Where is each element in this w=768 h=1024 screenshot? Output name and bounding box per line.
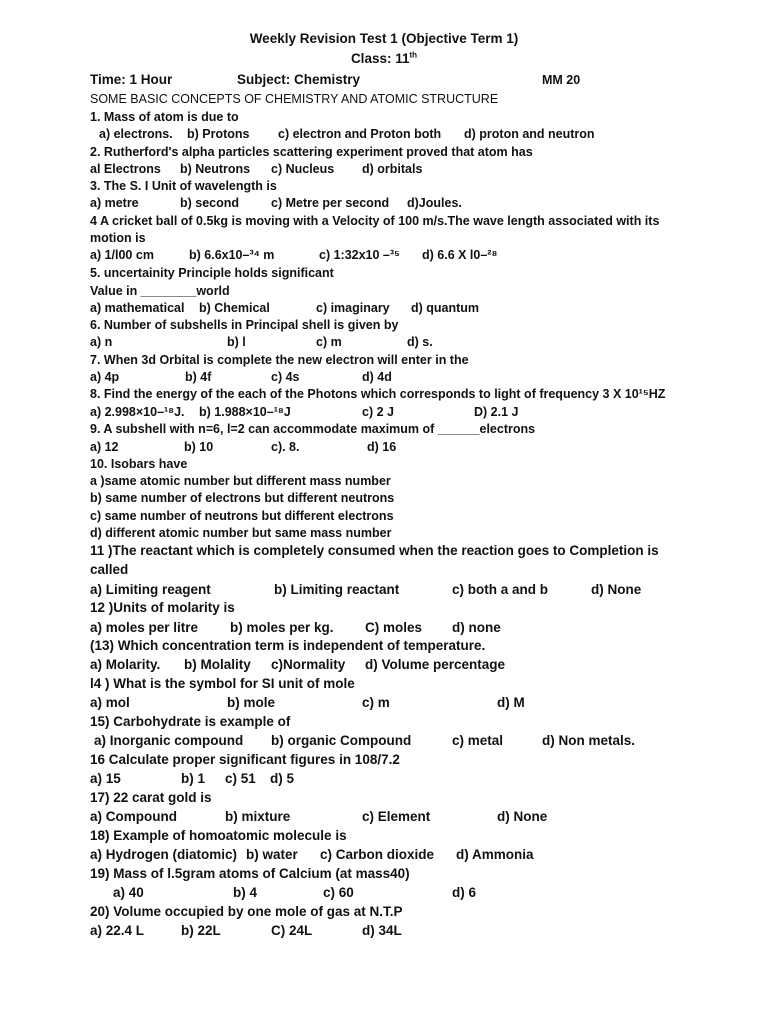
option: d) proton and neutron — [464, 127, 595, 141]
question-3: 3. The S. I Unit of wavelength is — [90, 179, 277, 193]
question-6: 6. Number of subshells in Principal shell is given by — [90, 318, 399, 332]
option: c) m — [362, 695, 390, 710]
option: d) none — [452, 620, 501, 635]
option: b) Limiting reactant — [274, 582, 400, 597]
option: b) l — [227, 335, 246, 349]
option: d) 34L — [362, 923, 402, 938]
question-4: 4 A cricket ball of 0.5kg is moving with a Velocity of 100 m/s.The wave length associated with its — [90, 214, 660, 228]
option: c) 1:32x10 –³⁵ — [319, 248, 400, 262]
question-13: (13) Which concentration term is independent of temperature. — [90, 638, 486, 653]
option: a) Limiting reagent — [90, 582, 211, 597]
option: a) Compound — [90, 809, 177, 824]
option: a) 15 — [90, 771, 121, 786]
option: a) 2.998×10–¹⁸J. — [90, 405, 185, 419]
option: a) 40 — [113, 885, 144, 900]
option: c) 4s — [271, 370, 300, 384]
option: c) both a and b — [452, 582, 548, 597]
time-label: Time: 1 Hour — [90, 72, 173, 87]
subject-label: Subject: Chemistry — [237, 72, 361, 87]
question-1: 1. Mass of atom is due to — [90, 110, 239, 124]
option: d) quantum — [411, 301, 480, 315]
option: b) Chemical — [199, 301, 270, 315]
class-line — [0, 51, 768, 67]
option: a) 12 — [90, 440, 119, 454]
test-title: Weekly Revision Test 1 (Objective Term 1) — [249, 31, 519, 46]
option: b) Neutrons — [180, 162, 251, 176]
option: c). 8. — [271, 440, 300, 454]
topics-line: SOME BASIC CONCEPTS OF CHEMISTRY AND ATOMIC STRUCTURE — [90, 92, 499, 106]
question-18: 18) Example of homoatomic molecule is — [90, 828, 347, 843]
question-20: 20) Volume occupied by one mole of gas at N.T.P — [90, 904, 403, 919]
option: D) 2.1 J — [474, 405, 519, 419]
option: c) Metre per second — [271, 196, 390, 210]
option: d) 16 — [367, 440, 397, 454]
option: c) m — [316, 335, 342, 349]
question-11: 11 )The reactant which is completely consumed when the reaction goes to Completion is — [90, 543, 659, 558]
option: a) Molarity. — [90, 657, 161, 672]
option: a) moles per litre — [90, 620, 199, 635]
option: c) imaginary — [316, 301, 390, 315]
option: d) 4d — [362, 370, 392, 384]
option: d) s. — [407, 335, 433, 349]
option: a) 1/l00 cm — [90, 248, 154, 262]
option: c) Carbon dioxide — [320, 847, 435, 862]
option: b) mixture — [225, 809, 291, 824]
option: c) metal — [452, 733, 504, 748]
option: al Electrons — [90, 162, 161, 176]
option: b) Protons — [187, 127, 250, 141]
option: b) water — [246, 847, 298, 862]
option: c)Normality — [271, 657, 346, 672]
option: a) electrons. — [99, 127, 173, 141]
option: a) mol — [90, 695, 130, 710]
class-label: Class: 11 — [350, 51, 410, 66]
option: b) 22L — [181, 923, 221, 938]
option: b) Molality — [184, 657, 251, 672]
option: d) None — [497, 809, 548, 824]
option: a) metre — [90, 196, 139, 210]
option: C) 24L — [271, 923, 313, 938]
option: d) Volume percentage — [365, 657, 506, 672]
option: b) 4f — [185, 370, 212, 384]
question-10: 10. Isobars have — [90, 457, 188, 471]
option: a) n — [90, 335, 113, 349]
option: d)Joules. — [407, 196, 462, 210]
question-12: 12 )Units of molarity is — [90, 600, 235, 615]
question-19: 19) Mass of l.5gram atoms of Calcium (at mass40) — [90, 866, 410, 881]
option: a) Hydrogen (diatomic) — [90, 847, 238, 862]
option: d) different atomic number but same mass number — [90, 526, 392, 540]
option: d) None — [591, 582, 642, 597]
option: d) orbitals — [362, 162, 423, 176]
option: c) Element — [362, 809, 431, 824]
option: d) 6 — [452, 885, 477, 900]
option: b) 10 — [184, 440, 214, 454]
option: b) mole — [227, 695, 276, 710]
question-8: 8. Find the energy of the each of the Photons which corresponds to light of frequency 3 X 10¹⁵HZ — [90, 387, 666, 401]
class-superscript: th — [409, 50, 418, 60]
option: a) Inorganic compound — [94, 733, 244, 748]
question-2: 2. Rutherford's alpha particles scattering experiment proved that atom has — [90, 145, 533, 159]
option: b) second — [180, 196, 240, 210]
question-11-cont: called — [90, 562, 129, 577]
option: c) Nucleus — [271, 162, 335, 176]
option: d) 5 — [270, 771, 295, 786]
option: c) 51 — [225, 771, 256, 786]
question-5: 5. uncertainity Principle holds significant — [90, 266, 334, 280]
option: b) 1.988×10–¹⁸J — [199, 405, 291, 419]
option: b) 4 — [233, 885, 258, 900]
option: a) mathematical — [90, 301, 185, 315]
option: c) 2 J — [362, 405, 394, 419]
option: b) organic Compound — [271, 733, 412, 748]
option: d) Ammonia — [456, 847, 534, 862]
option: d) M — [497, 695, 525, 710]
option: c) 60 — [323, 885, 354, 900]
option: c) same number of neutrons but different electrons — [90, 509, 394, 523]
option: a) 22.4 L — [90, 923, 145, 938]
option: b) 1 — [181, 771, 206, 786]
option: b) moles per kg. — [230, 620, 334, 635]
option: d) 6.6 X l0–²⁸ — [422, 248, 498, 262]
question-14: l4 ) What is the symbol for SI unit of mole — [90, 676, 355, 691]
option: c) electron and Proton both — [278, 127, 442, 141]
option: a )same atomic number but different mass number — [90, 474, 391, 488]
option: b) same number of electrons but different neutrons — [90, 491, 395, 505]
question-15: 15) Carbohydrate is example of — [90, 714, 291, 729]
option: d) Non metals. — [542, 733, 636, 748]
question-16: 16 Calculate proper significant figures in 108/7.2 — [90, 752, 400, 767]
question-4-cont: motion is — [90, 231, 146, 245]
option: C) moles — [365, 620, 423, 635]
max-marks: MM 20 — [542, 73, 581, 87]
option: a) 4p — [90, 370, 120, 384]
question-5-cont: Value in ________world — [90, 284, 230, 298]
question-7: 7. When 3d Orbital is complete the new electron will enter in the — [90, 353, 469, 367]
option: b) 6.6x10–³⁴ m — [189, 248, 275, 262]
question-17: 17) 22 carat gold is — [90, 790, 212, 805]
question-9: 9. A subshell with n=6, l=2 can accommodate maximum of ______electrons — [90, 422, 536, 436]
